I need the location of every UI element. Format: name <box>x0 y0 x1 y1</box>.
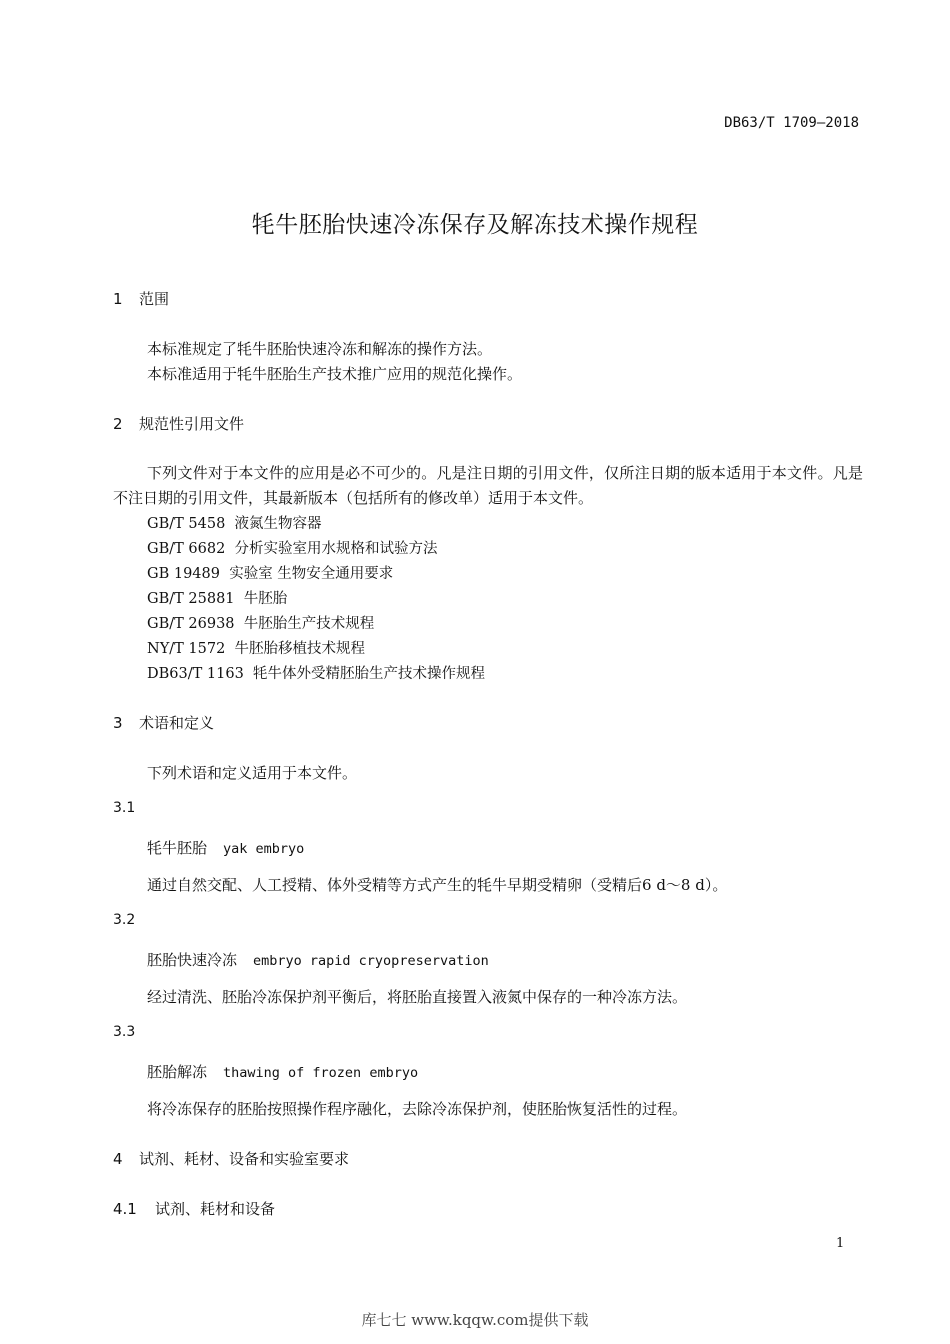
term-entry <box>147 837 304 858</box>
download-footer: 库七七 www.kqqw.com提供下载 <box>361 1311 589 1329</box>
page-number: 1 <box>836 1236 845 1251</box>
section-title: 试剂、耗材、设备和实验室要求 <box>139 1150 350 1168</box>
reference-item <box>147 637 365 658</box>
term-definition: 通过自然交配、人工授精、体外受精等方式产生的牦牛早期受精卵（受精后6 d～8 d）。 <box>147 876 728 894</box>
section-title: 范围 <box>139 290 170 308</box>
reference-title: 分析实验室用水规格和试验方法 <box>234 541 438 557</box>
section-number: 1 <box>113 290 123 308</box>
term-chinese: 胚胎解冻 <box>147 1063 208 1081</box>
reference-code: GB/T 5458 <box>147 516 226 532</box>
reference-title: 液氮生物容器 <box>234 516 322 532</box>
section-number: 2 <box>113 415 123 433</box>
term-english: yak embryo <box>223 841 305 857</box>
reference-code: NY/T 1572 <box>147 641 226 657</box>
scope-paragraph-1: 本标准规定了牦牛胚胎快速冷冻和解冻的操作方法。 <box>147 340 493 358</box>
reference-title: 牦牛体外受精胚胎生产技术操作规程 <box>253 666 486 682</box>
reference-item <box>147 512 322 533</box>
section-heading-1 <box>113 288 169 309</box>
section-heading-3 <box>113 712 214 733</box>
section-heading-4 <box>113 1148 349 1169</box>
reference-code: GB/T 26938 <box>147 616 235 632</box>
clause-number: 3.2 <box>113 912 136 928</box>
reference-code: GB/T 6682 <box>147 541 226 557</box>
section-number: 3 <box>113 714 123 732</box>
reference-item <box>147 562 393 583</box>
reference-title: 牛胚胎生产技术规程 <box>243 616 375 632</box>
term-entry <box>147 949 489 970</box>
reference-item <box>147 537 438 558</box>
document-title: 牦牛胚胎快速冷冻保存及解冻技术操作规程 <box>251 212 699 238</box>
term-english: embryo rapid cryopreservation <box>253 953 489 969</box>
reference-item <box>147 587 287 608</box>
section-title: 术语和定义 <box>139 714 215 732</box>
clause-number: 3.1 <box>113 800 136 816</box>
reference-code: GB/T 25881 <box>147 591 235 607</box>
standard-code: DB63/T 1709—2018 <box>724 115 859 131</box>
term-definition: 将冷冻保存的胚胎按照操作程序融化，去除冷冻保护剂，使胚胎恢复活性的过程。 <box>147 1100 688 1118</box>
normative-references-intro: 下列文件对于本文件的应用是必不可少的。凡是注日期的引用文件，仅所注日期的版本适用于本文件。凡是不注日期的引用文件，其最新版本（包括所有的修改单）适用于本文件。 <box>113 464 863 507</box>
subsection-title: 试剂、耗材和设备 <box>155 1200 276 1218</box>
subsection-number: 4.1 <box>113 1200 137 1218</box>
reference-item <box>147 612 374 633</box>
section-heading-2 <box>113 413 244 434</box>
reference-item <box>147 662 485 683</box>
reference-code: DB63/T 1163 <box>147 666 244 682</box>
reference-title: 牛胚胎 <box>243 591 288 607</box>
term-entry <box>147 1061 418 1082</box>
reference-code: GB 19489 <box>147 566 220 582</box>
subsection-heading-4-1 <box>113 1198 275 1219</box>
scope-paragraph-2: 本标准适用于牦牛胚胎生产技术推广应用的规范化操作。 <box>147 365 523 383</box>
term-english: thawing of frozen embryo <box>223 1065 419 1081</box>
term-chinese: 牦牛胚胎 <box>147 839 208 857</box>
section-title: 规范性引用文件 <box>139 415 245 433</box>
reference-title: 实验室 生物安全通用要求 <box>229 566 394 582</box>
clause-number: 3.3 <box>113 1024 136 1040</box>
terms-intro: 下列术语和定义适用于本文件。 <box>147 764 358 782</box>
reference-title: 牛胚胎移植技术规程 <box>234 641 366 657</box>
term-chinese: 胚胎快速冷冻 <box>147 951 238 969</box>
section-number: 4 <box>113 1150 123 1168</box>
term-definition: 经过清洗、胚胎冷冻保护剂平衡后，将胚胎直接置入液氮中保存的一种冷冻方法。 <box>147 988 688 1006</box>
